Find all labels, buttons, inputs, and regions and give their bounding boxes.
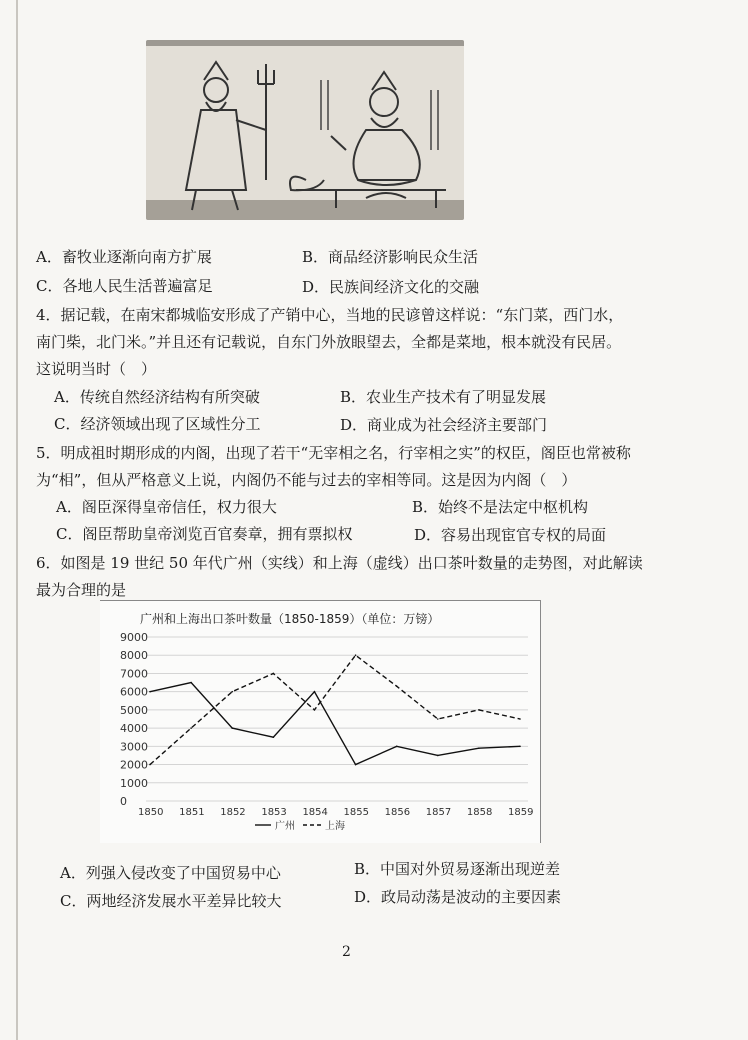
q3-option-d: D．民族间经济文化的交融 <box>302 278 480 296</box>
q4-option-c: C．经济领域出现了区域性分工 <box>54 415 261 433</box>
q5-option-d: D．容易出现宦官专权的局面 <box>414 526 607 544</box>
q5-option-c: C．阁臣帮助皇帝浏览百官奏章，拥有票拟权 <box>56 525 353 543</box>
q4-stem-line2: 南门柴，北门米。”并且还有记载说，自东门外放眼望去，全都是菜地，根本就没有民居。 <box>36 333 622 351</box>
data-point <box>231 691 233 693</box>
data-point <box>437 718 439 720</box>
series-line-广州 <box>150 683 520 765</box>
q6-option-d: D．政局动荡是波动的主要因素 <box>354 888 562 906</box>
x-tick-label: 1857 <box>425 807 452 818</box>
chart-title: 广州和上海出口茶叶数量（1850-1859）（单位：万镑） <box>140 612 440 626</box>
q4-stem-line1: 4．据记载，在南宋都城临安形成了产销中心，当地的民谚曾这样说：“东门菜，西门水， <box>36 306 624 324</box>
data-point <box>231 727 233 729</box>
data-point <box>355 764 357 766</box>
q5-option-b: B．始终不是法定中枢机构 <box>412 498 589 516</box>
q4-stem-line3: 这说明当时（ ） <box>36 360 157 378</box>
data-point <box>273 736 275 738</box>
y-tick-label: 3000 <box>120 740 148 754</box>
legend-label: 广州 <box>275 821 295 832</box>
y-tick-label: 8000 <box>120 649 148 663</box>
data-point <box>396 746 398 748</box>
q5-stem-line2: 为“相”，但从严格意义上说，内阁仍不能与过去的宰相等同。这是因为内阁（ ） <box>36 471 577 489</box>
y-tick-label: 6000 <box>120 685 148 699</box>
q4-option-b: B．农业生产技术有了明显发展 <box>340 388 547 406</box>
historical-illustration <box>146 40 464 220</box>
y-tick-label: 4000 <box>120 722 148 736</box>
q3-option-b: B．商品经济影响民众生活 <box>302 248 479 266</box>
x-tick-label: 1856 <box>384 807 411 818</box>
q4-option-a: A．传统自然经济结构有所突破 <box>54 388 260 406</box>
page-number: 2 <box>342 944 351 960</box>
y-tick-label: 7000 <box>120 667 148 681</box>
data-point <box>273 673 275 675</box>
y-tick-label: 2000 <box>120 758 148 772</box>
chart-svg <box>100 601 540 843</box>
q5-stem-line1: 5．明成祖时期形成的内阁，出现了若干“无宰相之名，行宰相之实”的权臣，阁臣也常被称 <box>36 444 631 462</box>
data-point <box>478 747 480 749</box>
x-tick-label: 1850 <box>138 807 164 818</box>
q6-option-b: B．中国对外贸易逐渐出现逆差 <box>354 860 561 878</box>
q6-stem-line1: 6．如图是 19 世纪 50 年代广州（实线）和上海（虚线）出口茶叶数量的走势图，对此解读 <box>36 554 643 572</box>
data-point <box>314 709 316 711</box>
q3-option-c: C．各地人民生活普遍富足 <box>36 277 213 295</box>
data-point <box>149 691 151 693</box>
tea-export-chart <box>100 600 541 843</box>
x-tick-label: 1854 <box>302 807 328 818</box>
q3-option-a: A．畜牧业逐渐向南方扩展 <box>36 248 212 266</box>
q5-option-a: A．阁臣深得皇帝信任，权力很大 <box>56 498 277 516</box>
x-tick-label: 1851 <box>179 807 205 818</box>
data-point <box>355 654 357 656</box>
y-tick-label: 0 <box>120 795 127 808</box>
data-point <box>519 718 521 720</box>
data-point <box>314 691 316 693</box>
x-tick-label: 1858 <box>466 807 493 818</box>
q6-option-c: C．两地经济发展水平差异比较大 <box>60 892 282 910</box>
data-point <box>478 709 480 711</box>
q4-option-d: D．商业成为社会经济主要部门 <box>340 416 548 434</box>
data-point <box>519 746 521 748</box>
y-tick-label: 5000 <box>120 703 148 717</box>
x-tick-label: 1859 <box>508 807 534 818</box>
data-point <box>149 764 151 766</box>
y-tick-label: 1000 <box>120 776 148 790</box>
x-tick-label: 1852 <box>220 807 246 818</box>
data-point <box>190 682 192 684</box>
data-point <box>396 685 398 687</box>
data-point <box>190 727 192 729</box>
page-edge-line <box>16 0 18 1040</box>
q6-stem-line2: 最为合理的是 <box>36 581 127 599</box>
x-tick-label: 1855 <box>343 807 370 818</box>
x-tick-label: 1853 <box>261 807 287 818</box>
y-tick-label: 9000 <box>120 631 148 644</box>
q6-option-a: A．列强入侵改变了中国贸易中心 <box>60 864 281 882</box>
data-point <box>437 755 439 757</box>
legend-label: 上海 <box>325 821 345 832</box>
